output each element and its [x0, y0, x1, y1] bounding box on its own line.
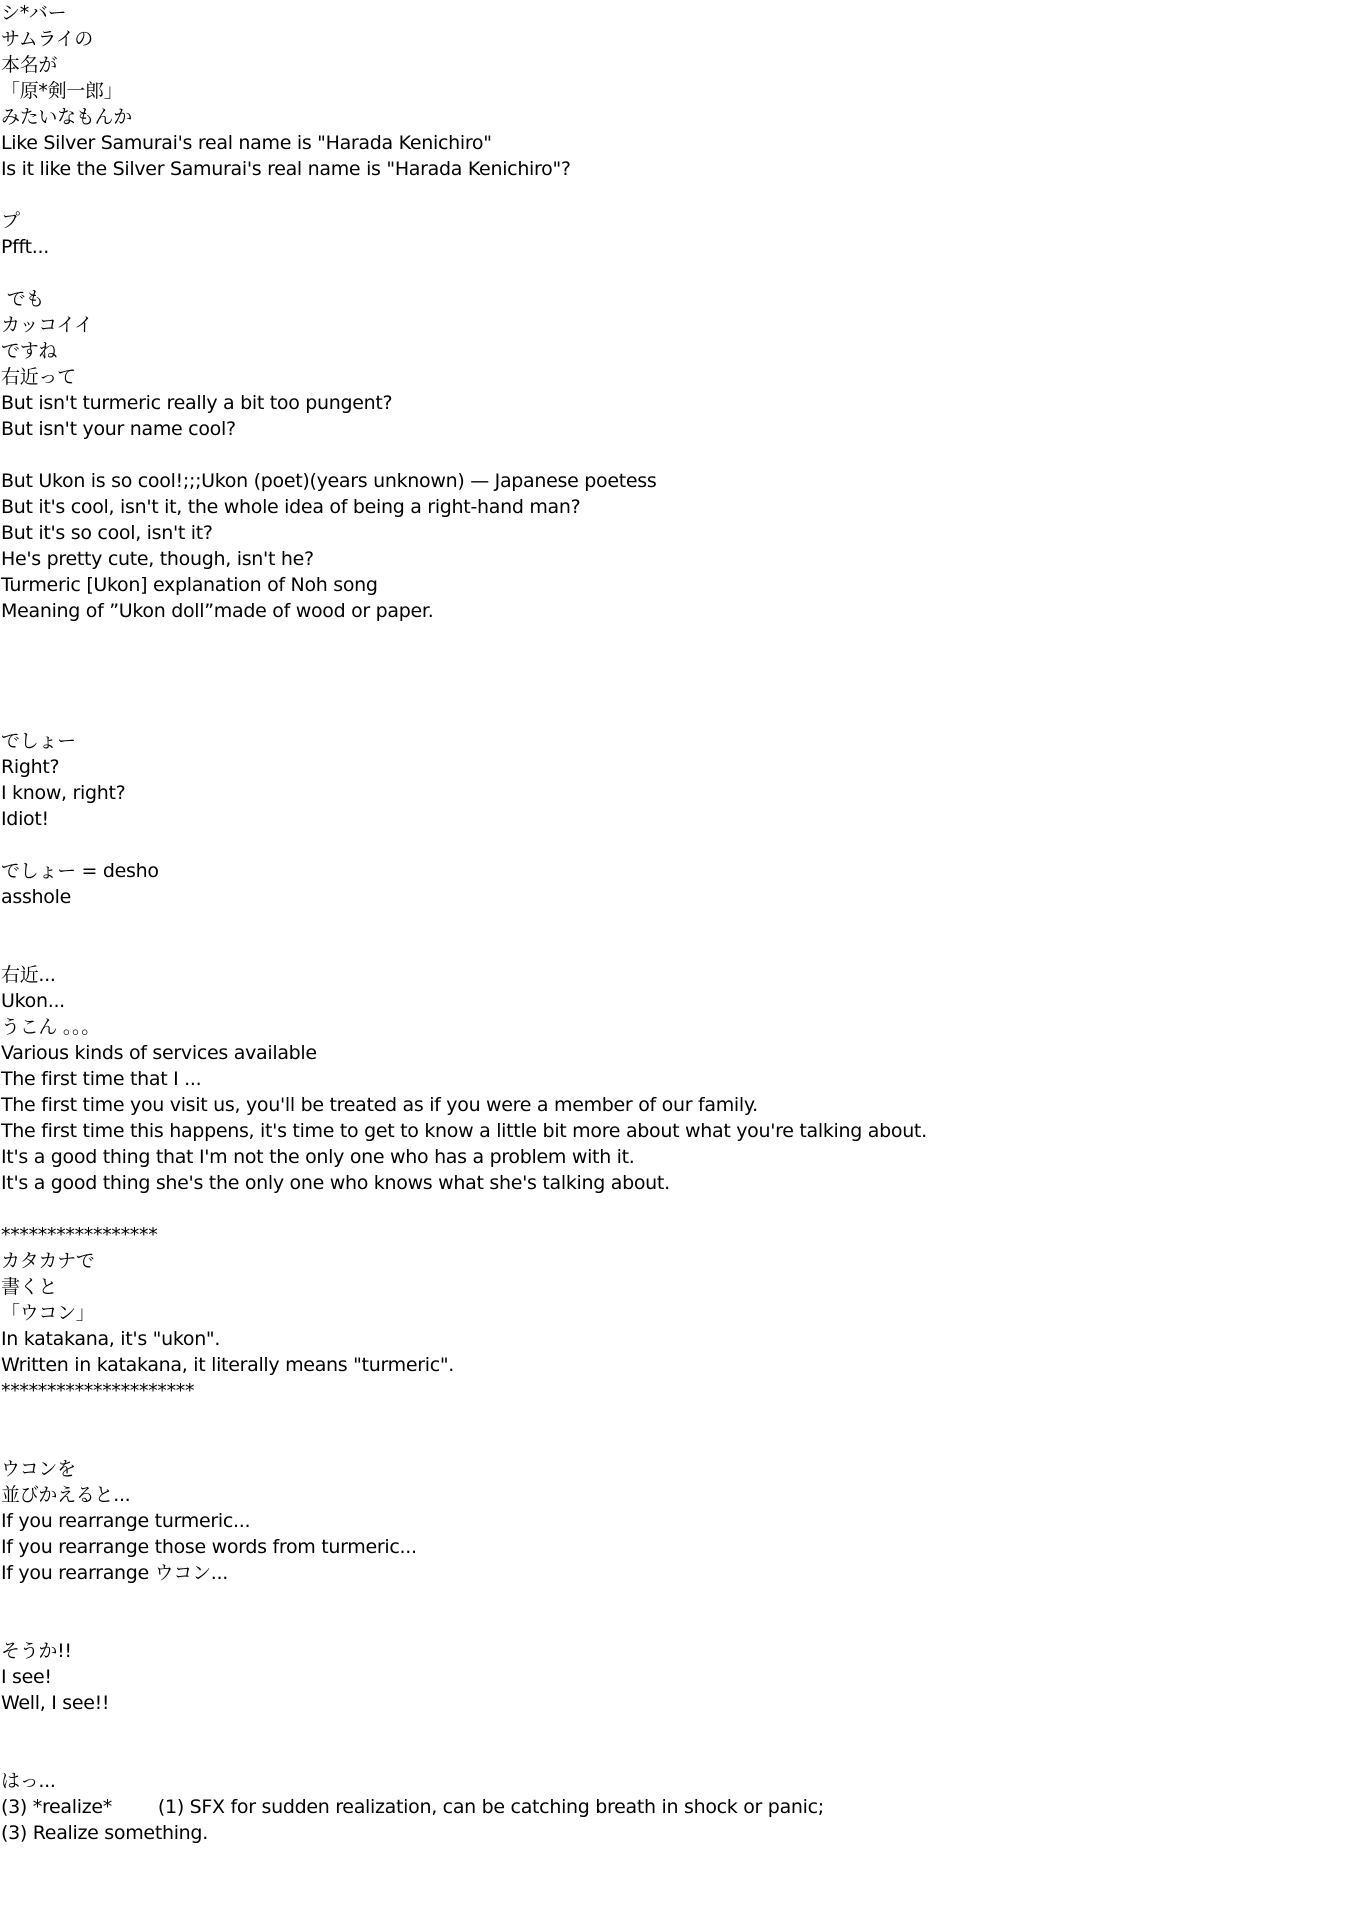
text-line: If you rearrange turmeric...: [1, 1510, 251, 1532]
text-line: Is it like the Silver Samurai's real name is "Harada Kenichiro"?: [1, 158, 571, 180]
text-line: It's a good thing that I'm not the only one who has a problem with it.: [1, 1146, 635, 1168]
text-line: But Ukon is so cool!;;;Ukon (poet)(years unknown) — Japanese poetess: [1, 470, 657, 492]
text-line: It's a good thing she's the only one who knows what she's talking about.: [1, 1172, 670, 1194]
text-line: シ*バー: [1, 2, 67, 24]
text-line: The first time you visit us, you'll be treated as if you were a member of our family.: [1, 1094, 758, 1116]
text-line: カタカナで: [1, 1250, 95, 1272]
text-line: 右近って: [1, 366, 76, 388]
text-line: The first time this happens, it's time to get to know a little bit more about what you're talking about.: [1, 1120, 927, 1142]
text-line: 書くと: [1, 1276, 58, 1298]
text-line: プ: [1, 210, 20, 232]
text-line: *****************: [1, 1224, 158, 1246]
text-line: 「原*剣一郎」: [1, 80, 123, 102]
text-line: If you rearrange those words from turmeric...: [1, 1536, 417, 1558]
text-line: Well, I see!!: [1, 1692, 110, 1714]
text-line: But isn't turmeric really a bit too pungent?: [1, 392, 393, 414]
text-line: Ukon...: [1, 990, 65, 1012]
text-line: But it's so cool, isn't it?: [1, 522, 213, 544]
text-line: そうか!!: [1, 1640, 72, 1662]
text-line: うこん 。。。: [1, 1016, 100, 1038]
text-line: 「ウコン」: [1, 1302, 95, 1324]
text-line: The first time that I ...: [1, 1068, 202, 1090]
text-line: でしょー = desho: [1, 860, 159, 882]
text-line: (3) Realize something.: [1, 1822, 208, 1844]
text-line: *********************: [1, 1380, 195, 1402]
text-line: 本名が: [1, 54, 58, 76]
text-line: I see!: [1, 1666, 52, 1688]
text-line: asshole: [1, 886, 71, 908]
text-line: I know, right?: [1, 782, 126, 804]
text-line: Pfft...: [1, 236, 49, 258]
text-line: でも: [1, 288, 45, 310]
text-line: Meaning of ”Ukon doll”made of wood or paper.: [1, 600, 434, 622]
text-line: カッコイイ: [1, 314, 93, 336]
text-line: はっ...: [1, 1770, 56, 1792]
text-line: Turmeric [Ukon] explanation of Noh song: [1, 574, 378, 596]
text-line: Various kinds of services available: [1, 1042, 317, 1064]
text-line: But isn't your name cool?: [1, 418, 236, 440]
text-line: Like Silver Samurai's real name is "Harada Kenichiro": [1, 132, 492, 154]
text-line: He's pretty cute, though, isn't he?: [1, 548, 314, 570]
text-line: In katakana, it's "ukon".: [1, 1328, 221, 1350]
text-line: ウコンを: [1, 1458, 76, 1480]
text-line: 右近...: [1, 964, 56, 986]
text-line: If you rearrange ウコン...: [1, 1562, 228, 1584]
text-line: Idiot!: [1, 808, 49, 830]
text-line: Written in katakana, it literally means "turmeric".: [1, 1354, 455, 1376]
text-line: Right?: [1, 756, 60, 778]
text-line: 並びかえると...: [1, 1484, 131, 1506]
text-line: でしょー: [1, 730, 76, 752]
text-line: ですね: [1, 340, 58, 362]
text-line: (3) *realize* (1) SFX for sudden realization, can be catching breath in shock or panic;: [1, 1796, 824, 1818]
text-line: But it's cool, isn't it, the whole idea of being a right-hand man?: [1, 496, 581, 518]
text-line: サムライの: [1, 28, 93, 50]
text-line: みたいなもんか: [1, 106, 132, 128]
